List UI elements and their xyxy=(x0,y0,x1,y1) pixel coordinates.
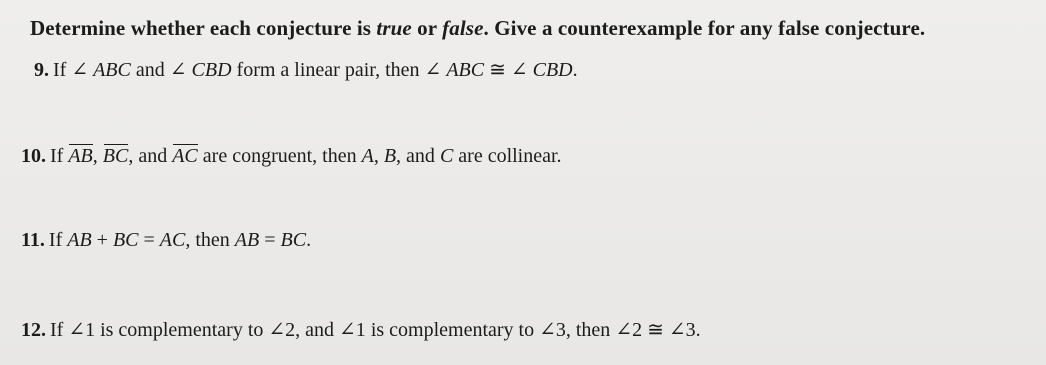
problem-9 xyxy=(34,57,578,82)
angle-congruence: ∠2 ≅ ∠3 xyxy=(615,319,696,341)
instructions-heading xyxy=(30,16,925,41)
angle-name: ABC xyxy=(446,59,485,81)
length-ac: AC xyxy=(159,229,186,251)
problem-text: If xyxy=(53,59,72,81)
length-ab: AB xyxy=(234,229,260,251)
problem-text: are collinear. xyxy=(453,145,562,167)
problem-text: . xyxy=(572,59,578,81)
problem-text: form a linear pair, then xyxy=(231,59,425,81)
problem-number: 10. xyxy=(21,145,46,167)
angle-3: ∠3 xyxy=(539,319,566,341)
problem-text: , then xyxy=(565,319,616,341)
congruent-symbol: ≅ xyxy=(484,59,511,81)
problem-number: 12. xyxy=(21,319,46,341)
problem-text: , then xyxy=(185,229,235,251)
point-b: B xyxy=(383,145,397,167)
angle-symbol: ∠ xyxy=(169,59,192,81)
problem-text: If xyxy=(50,319,69,341)
problem-text: . xyxy=(695,319,701,341)
problem-text: . xyxy=(306,229,312,251)
angle-name: CBD xyxy=(532,59,573,81)
problem-text: is complementary to xyxy=(365,319,540,341)
math-operator: = xyxy=(138,229,160,251)
instructions-word-true: true xyxy=(376,16,412,40)
problem-text: , and xyxy=(128,145,173,167)
segment-bc: BC xyxy=(102,145,129,167)
angle-name: CBD xyxy=(191,59,232,81)
segment-ac: AC xyxy=(172,145,198,167)
problem-11 xyxy=(21,229,311,252)
instructions-part2: or xyxy=(411,16,443,40)
problem-text: are congruent, then xyxy=(197,145,362,167)
problem-10 xyxy=(21,143,562,168)
problem-number: 9. xyxy=(34,59,49,81)
problem-text: If xyxy=(48,229,68,251)
angle-symbol: ∠ xyxy=(424,59,447,81)
length-bc: BC xyxy=(280,229,307,251)
length-bc: BC xyxy=(112,229,139,251)
math-operator: + xyxy=(91,229,113,251)
instructions-part1: Determine whether each conjecture is xyxy=(30,16,377,40)
problem-text: , xyxy=(92,145,103,167)
problem-text: If xyxy=(50,145,69,167)
problem-number: 11. xyxy=(21,229,45,251)
length-ab: AB xyxy=(67,229,92,251)
angle-1: ∠1 xyxy=(339,319,366,341)
angle-1: ∠1 xyxy=(68,319,96,341)
problem-text: , xyxy=(373,145,384,167)
angle-name: ABC xyxy=(93,59,131,81)
math-operator: = xyxy=(259,229,281,251)
segment-ab: AB xyxy=(68,145,93,167)
angle-symbol: ∠ xyxy=(71,59,94,81)
angle-2: ∠2 xyxy=(268,319,296,341)
problem-text: , and xyxy=(295,319,340,341)
problem-12 xyxy=(21,317,701,342)
instructions-word-false: false xyxy=(442,16,484,40)
problem-text: , and xyxy=(396,145,440,167)
instructions-part3: . Give a counterexample for any false conjecture. xyxy=(483,16,926,40)
point-c: C xyxy=(439,145,454,167)
problem-text: is complementary to xyxy=(95,319,269,341)
problem-text: and xyxy=(130,59,170,81)
point-a: A xyxy=(361,145,374,167)
angle-symbol: ∠ xyxy=(510,59,533,81)
